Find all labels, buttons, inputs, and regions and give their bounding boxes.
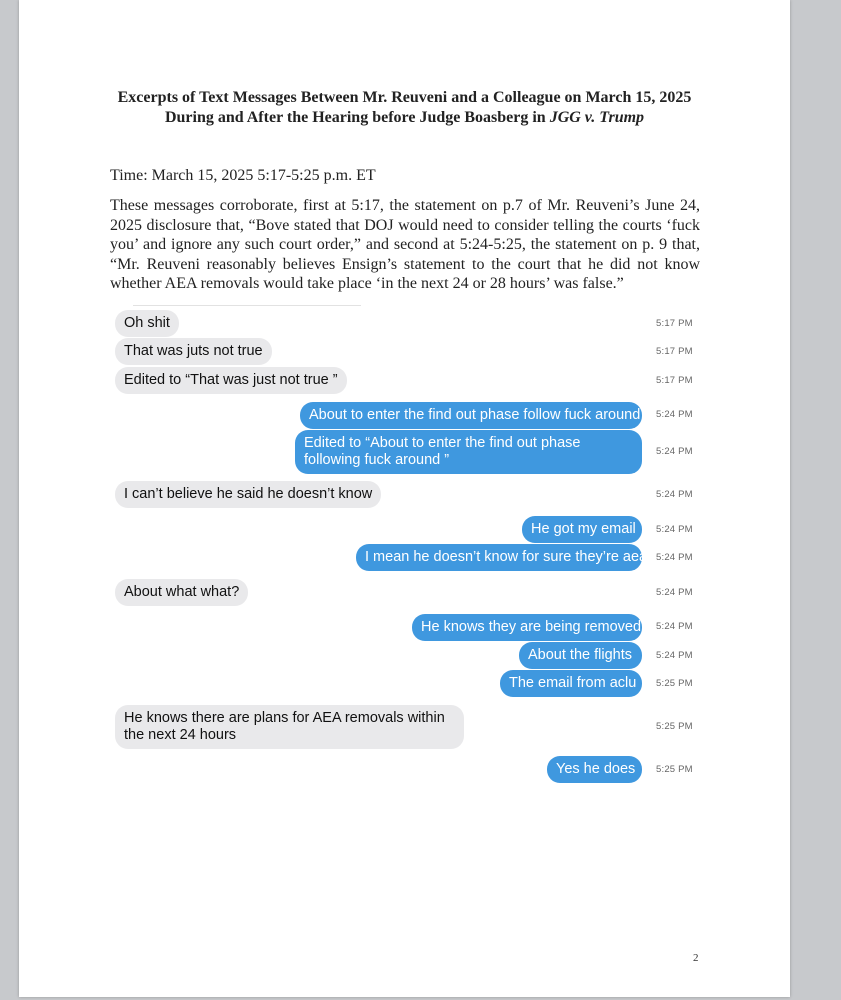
message-bubble-sent: Edited to “About to enter the find out phase following fuck around ” (295, 430, 642, 474)
message-timestamp: 5:24 PM (656, 587, 693, 598)
title-line-2 (19, 108, 790, 128)
message-bubble-sent: He knows they are being removed (412, 614, 642, 641)
message-bubble-sent: About the flights (519, 642, 642, 669)
message-bubble-sent: About to enter the find out phase follow fuck around (300, 402, 642, 429)
message-timestamp: 5:24 PM (656, 650, 693, 661)
document-title (19, 88, 790, 128)
message-bubble-received: That was juts not true (115, 338, 272, 365)
divider (133, 305, 361, 306)
message-timestamp: 5:24 PM (656, 489, 693, 500)
time-range: Time: March 15, 2025 5:17-5:25 p.m. ET (110, 167, 376, 184)
page-number: 2 (693, 952, 699, 964)
message-bubble-received: About what what? (115, 579, 248, 606)
message-timestamp: 5:17 PM (656, 318, 693, 329)
message-bubble-sent: I mean he doesn’t know for sure they’re aea (356, 544, 642, 571)
document-page (19, 0, 790, 997)
message-timestamp: 5:17 PM (656, 375, 693, 386)
message-bubble-received: I can’t believe he said he doesn’t know (115, 481, 381, 508)
message-timestamp: 5:24 PM (656, 524, 693, 535)
message-bubble-received: He knows there are plans for AEA removals within the next 24 hours (115, 705, 464, 749)
message-bubble-sent: The email from aclu (500, 670, 642, 697)
message-bubble-received: Edited to “That was just not true ” (115, 367, 347, 394)
message-bubble-received: Oh shit (115, 310, 179, 337)
message-bubble-sent: He got my email (522, 516, 642, 543)
message-timestamp: 5:25 PM (656, 764, 693, 775)
message-timestamp: 5:25 PM (656, 678, 693, 689)
title-line-2-prefix: During and After the Hearing before Judge Boasberg in (164, 109, 550, 126)
case-name: JGG v. Trump (549, 109, 645, 126)
message-timestamp: 5:24 PM (656, 552, 693, 563)
message-timestamp: 5:17 PM (656, 346, 693, 357)
message-timestamp: 5:24 PM (656, 446, 693, 457)
intro-paragraph: These messages corroborate, first at 5:17, the statement on p.7 of Mr. Reuveni’s June 24, 2025 disclosure that, “Bove stated that DOJ would need to consider telling the courts ‘fuck you’ and ignore any such court order,” and second at 5:24-5:25, the statement on p. 9 that, “Mr. Reuveni reasonably believes Ensign’s statement to the court that he did not know whether AEA removals would take place ‘in the next 24 or 28 hours’ was false.” (110, 197, 700, 293)
message-bubble-sent: Yes he does (547, 756, 642, 783)
message-timestamp: 5:24 PM (656, 621, 693, 632)
message-timestamp: 5:25 PM (656, 721, 693, 732)
message-timestamp: 5:24 PM (656, 409, 693, 420)
title-line-1: Excerpts of Text Messages Between Mr. Reuveni and a Colleague on March 15, 2025 (117, 89, 692, 106)
